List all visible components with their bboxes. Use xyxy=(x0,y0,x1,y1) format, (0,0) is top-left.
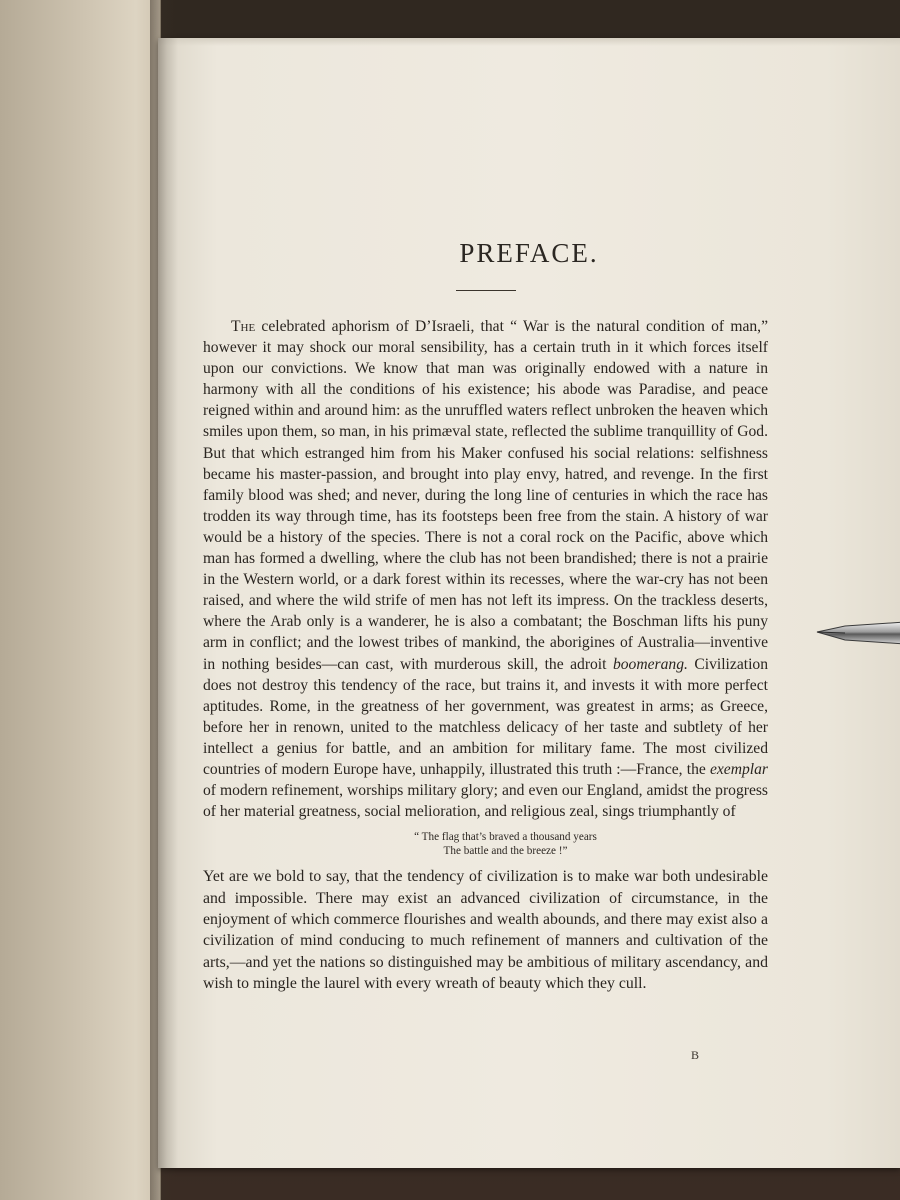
pen-nib-icon xyxy=(815,618,900,648)
paragraph-2: Yet are we bold to say, that the tendency of civilization is to make war both undesirable and impossible. There may exist an advanced civilization of circumstance, in the enjoyment of which commerce flourishes and wealth abounds, and there may exist also a civilization of mind conducing to much refinement of manners and cultivation of the arts,—and yet the nations so distinguished may be ambitious of military ascendancy, and wish to mingle the laurel with every wreath of beauty which they cull. xyxy=(203,868,768,993)
italic-boomerang: boomerang. xyxy=(612,655,688,673)
paragraph-1-part-1: celebrated aphorism of D’Israeli, that “ War is the natural condition of man,” however it may shock our moral sensibility, has a certain truth in it which forces itself upon our convictions. We know that man was originally endowed with a nature in harmony with all the conditions of his existence; his abode was Paradise, and peace reigned within and around him: as the unruffled waters reflect unbroken the heaven which smiles upon them, so man, in his primæval state, reflected the sublime tranquillity of God. But that which estranged him from his Maker confused his social relations: selfishness became his master-passion, and brought into play envy, hatred, and revenge. In the first family blood was shed; and never, during the long line of centuries in which the race has trodden its way through time, has its footsteps been free from the stain. A history of war would be a history of the species. There is not a coral rock on the Pacific, above which man has formed a dwelling, where the club has not been brandished; there is not a prairie in the Western world, or a dark forest within its recesses, where the war-cry has not been raised, and where the wild strife of men has not left its impress. On the trackless deserts, where the Arab only is a wanderer, he is also a combatant; the Boschman lifts his puny arm in conflict; and the lowest tribes of mankind, the aborigines of Australia—inventive in nothing besides—can cast, with murderous skill, the adroit xyxy=(203,318,768,673)
verse-quote xyxy=(203,830,768,858)
quote-line-1: “ The flag that’s braved a thousand years xyxy=(414,831,597,844)
book-page xyxy=(158,38,900,1168)
book-gutter xyxy=(150,0,178,1200)
lead-word: The xyxy=(231,318,256,335)
page-title: PREFACE. xyxy=(459,238,599,268)
signature-mark: B xyxy=(691,1048,700,1062)
facing-page-left xyxy=(0,0,161,1200)
paragraph-1-part-2: Civilization does not destroy this tendency of the race, but trains it, and invests it with more perfect aptitudes. Rome, in the greatness of her government, was greatest in arms; as Greece, before her in renown, united to the matchless delicacy of her taste and subtlety of her intellect a genius for battle, and an ambition for military fame. The most civilized countries of modern Europe have, unhappily, illustrated this truth :—France, the xyxy=(203,655,768,778)
page-top-edge xyxy=(158,38,900,46)
paragraph-1-part-3: of modern refinement, worships military glory; and even our England, amidst the progress of her material greatness, social melioration, and religious zeal, sings triumphantly of xyxy=(203,782,768,821)
title-rule xyxy=(456,290,516,291)
italic-exemplar: exemplar xyxy=(709,760,768,778)
quote-line-2: The battle and the breeze !” xyxy=(443,845,568,858)
paragraph-1 xyxy=(203,316,768,822)
body-text xyxy=(203,316,768,995)
